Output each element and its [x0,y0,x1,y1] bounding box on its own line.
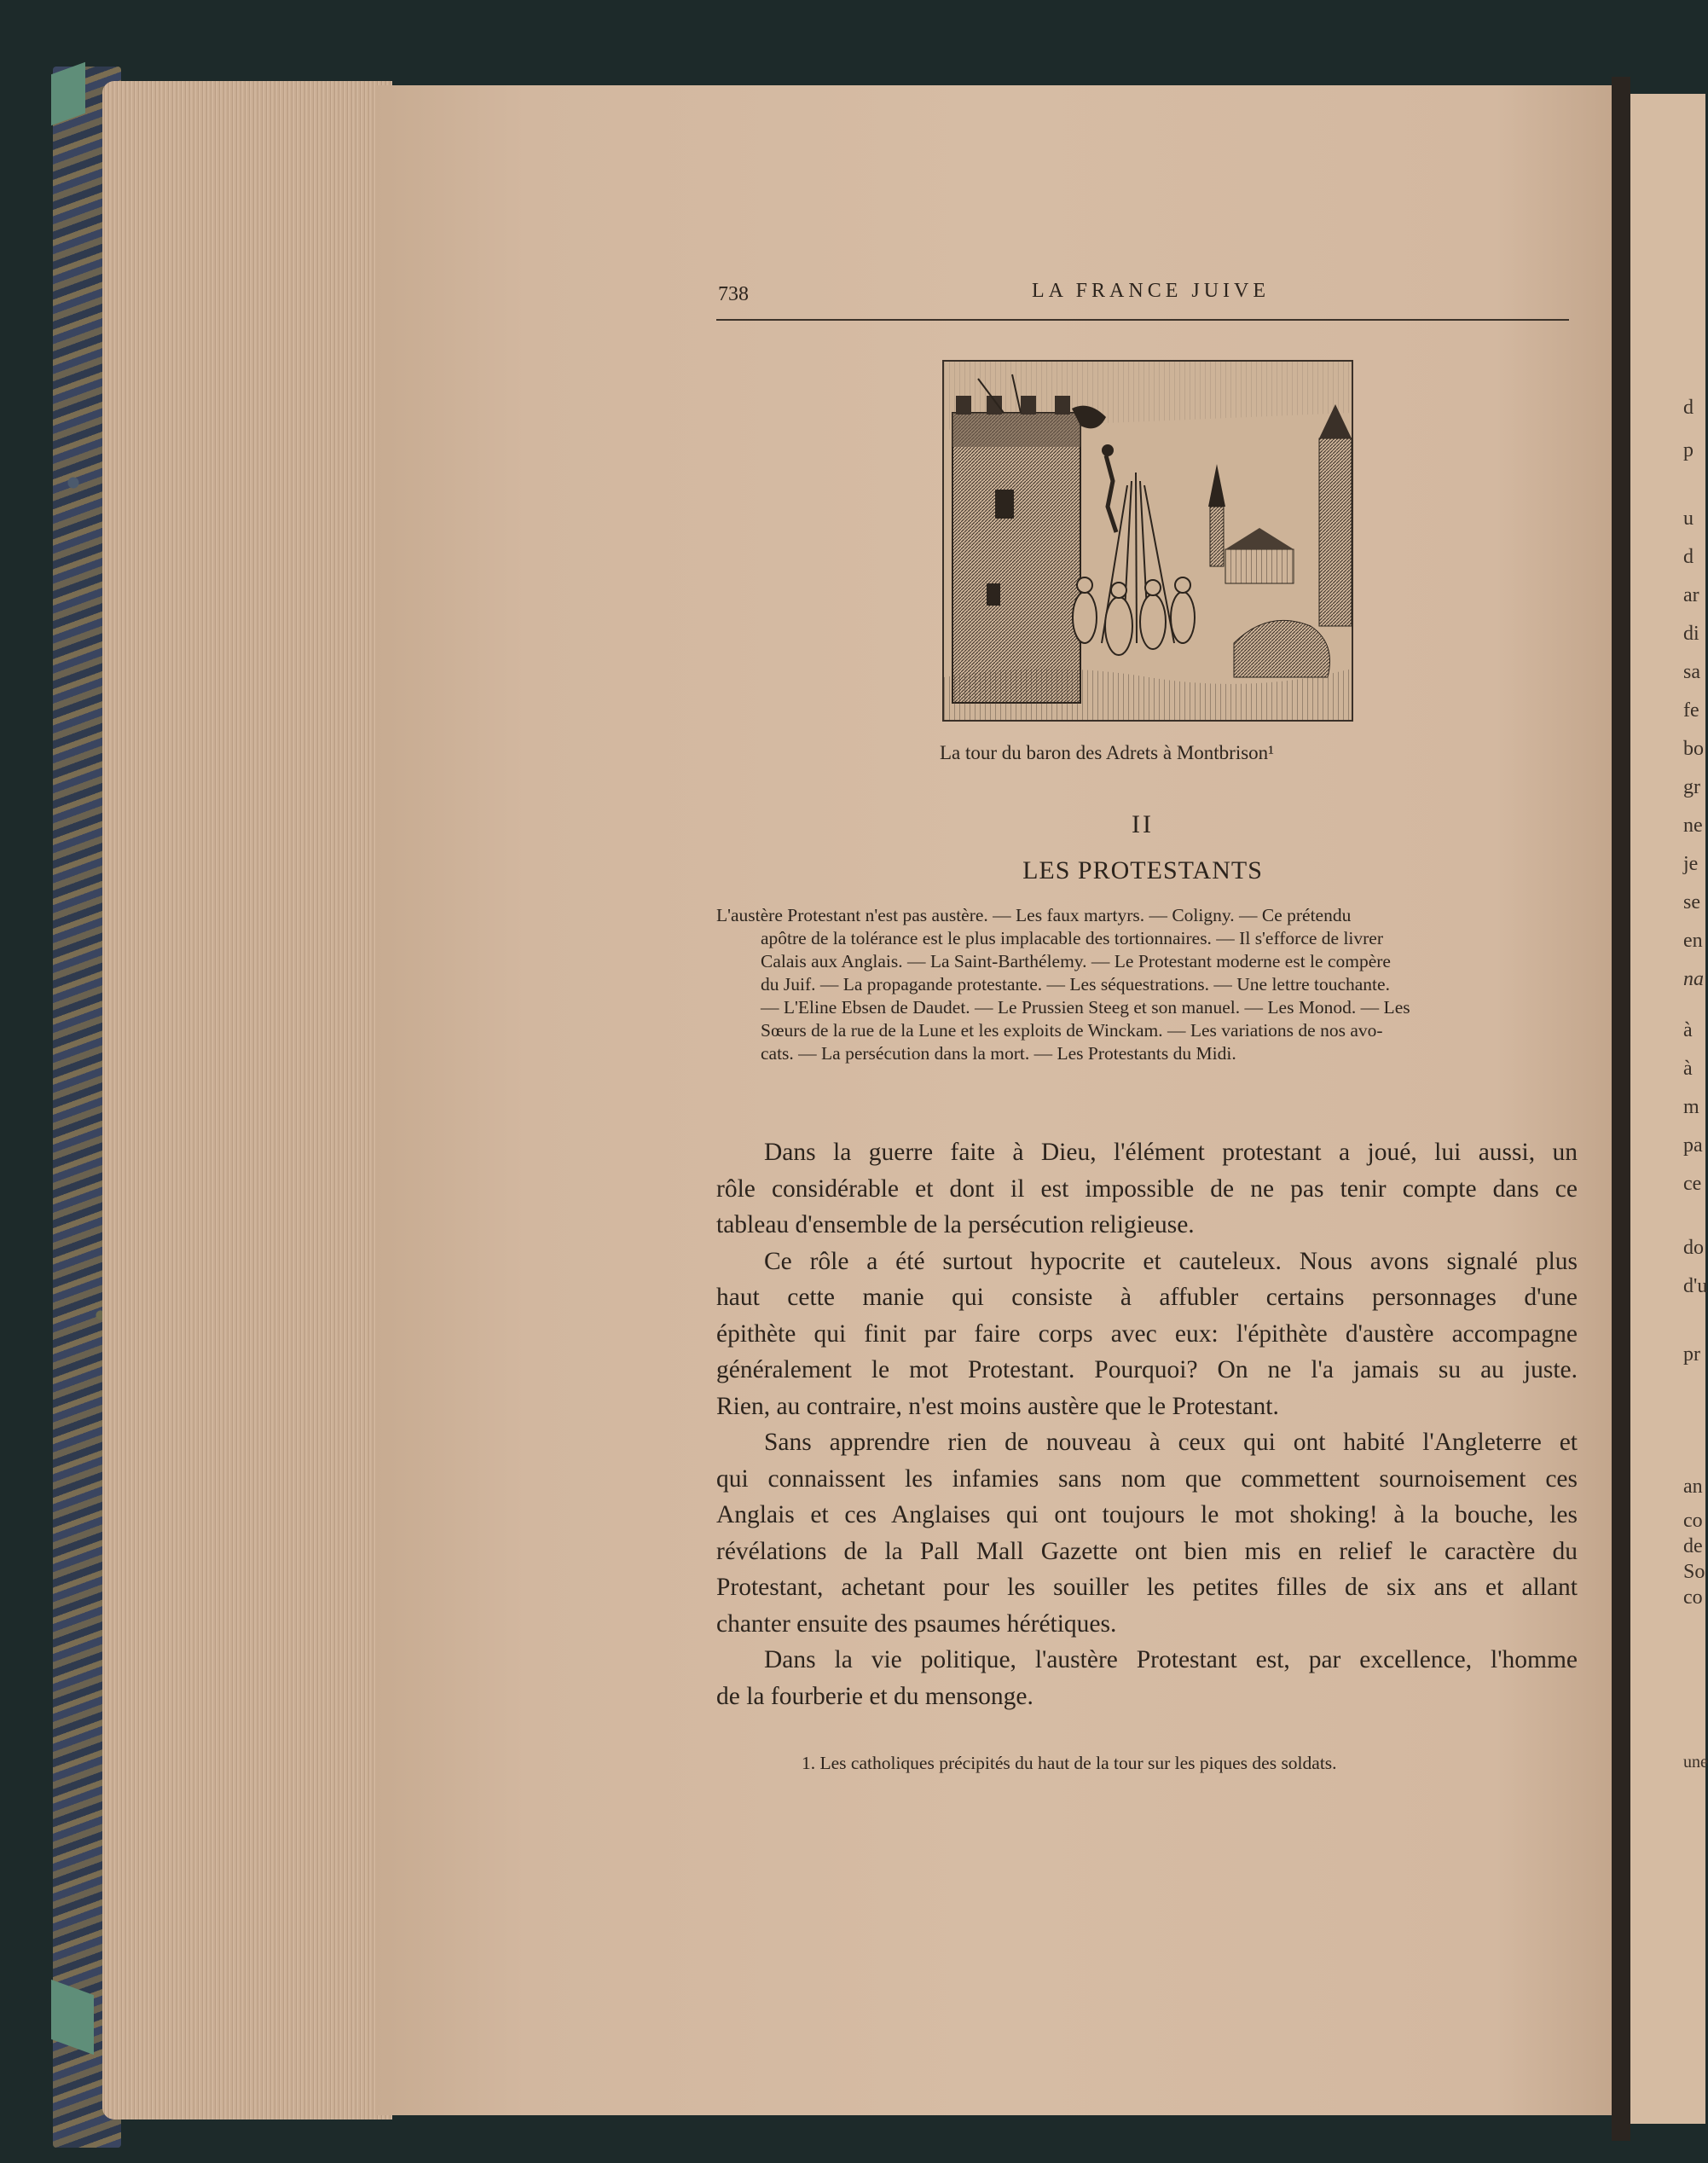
chapter-number: II [1132,810,1154,838]
next-page-fragment: une [1683,1753,1708,1772]
body-line: chanter ensuite des psaumes hérétiques. [716,1609,1117,1638]
chapter-title: LES PROTESTANTS [1022,856,1263,884]
page-number: 738 [718,283,749,305]
body-line: Ce rôle a été surtout hypocrite et cauteleux. Nous avons signalé plus [764,1247,1578,1275]
body-line: Dans la vie politique, l'austère Protestant est, par excellence, l'homme [764,1646,1578,1673]
book-gutter [1612,77,1630,2141]
body-line: révélations de la Pall Mall Gazette ont bien mis en relief le caractère du [716,1537,1578,1565]
summary-line: Sœurs de la rue de la Lune et les exploits de Winckam. — Les variations de nos avo- [761,1020,1383,1041]
next-page-fragment: d [1683,546,1694,568]
next-page-fragment: an [1683,1476,1703,1498]
chapter-summary [716,904,1569,1065]
next-page-fragment: pa [1683,1134,1703,1157]
body-line: Anglais et ces Anglaises qui ont toujours le mot shoking! à la bouche, les [716,1501,1578,1528]
next-page-edge [1630,94,1708,2124]
summary-line: L'austère Protestant n'est pas austère. — Les faux martyrs. — Coligny. — Ce prétendu [716,905,1352,925]
page-stack [102,81,392,2120]
running-title: LA FRANCE JUIVE [1032,280,1271,302]
next-page-fragment: fe [1683,699,1699,722]
next-page-fragment: à [1683,1019,1693,1041]
next-page-fragment: gr [1683,776,1700,798]
next-page-fragment: So [1683,1561,1705,1583]
next-page-fragment: co [1683,1586,1703,1609]
summary-line: — L'Eline Ebsen de Daudet. — Le Prussien Steeg et son manuel. — Les Monod. — Les [761,997,1410,1018]
next-page-fragment: m [1683,1096,1699,1118]
next-page-fragment: je [1683,853,1699,875]
next-page-fragment: ar [1683,584,1699,606]
next-page-fragment: u [1683,507,1694,530]
next-page-fragment: bo [1683,738,1704,760]
body-text [716,1134,1578,1714]
body-line: de la fourberie et du mensonge. [716,1682,1033,1710]
next-page-fragment: co [1683,1510,1703,1532]
next-page-fragment: de [1683,1535,1703,1557]
figure-caption: La tour du baron des Adrets à Montbrison¹ [940,742,1275,763]
body-line: qui connaissent les infamies sans nom que commettent sournoisement ces [716,1464,1578,1493]
body-line: généralement le mot Protestant. Pourquoi? On ne l'a jamais su au juste. [716,1356,1578,1383]
body-line: Dans la guerre faite à Dieu, l'élément protestant a joué, lui aussi, un [764,1139,1578,1166]
summary-line: apôtre de la tolérance est le plus implacable des tortionnaires. — Il s'efforce de livrer [761,928,1384,948]
next-page-fragment: se [1683,891,1700,913]
summary-line: du Juif. — La propagande protestante. — Les séquestrations. — Une lettre touchante. [761,974,1390,995]
summary-line: Calais aux Anglais. — La Saint-Barthélemy. — Le Protestant moderne est le compère [761,951,1391,971]
body-line: Rien, au contraire, n'est moins austère que le Protestant. [716,1392,1279,1420]
body-line: Sans apprendre rien de nouveau à ceux qui ont habité l'Angleterre et [764,1429,1578,1456]
body-line: haut cette manie qui consiste à affubler certains personnages d'une [716,1284,1578,1311]
running-header [716,273,1569,321]
next-page-fragment: do [1683,1237,1704,1259]
next-page-fragment: pr [1683,1343,1700,1366]
body-line: tableau d'ensemble de la persécution religieuse. [716,1211,1195,1238]
summary-line: cats. — La persécution dans la mort. — Les Protestants du Midi. [761,1043,1236,1064]
next-page-fragment: p [1683,439,1694,461]
body-line: rôle considérable et dont il est impossible de ne pas tenir compte dans ce [716,1174,1578,1203]
tower-engraving [944,362,1352,720]
next-page-fragment: ne [1683,815,1703,837]
next-page-fragment: à [1683,1058,1693,1080]
next-page-fragment: di [1683,623,1699,645]
engraving-illustration [942,360,1353,722]
next-page-fragment: en [1683,930,1703,952]
next-page-fragment: ce [1683,1173,1702,1195]
next-page-fragment: d'u [1683,1275,1708,1297]
body-line: Protestant, achetant pour les souiller les petites filles de six ans et allant [716,1574,1578,1601]
footnote: 1. Les catholiques précipités du haut de la tour sur les piques des soldats. [802,1753,1337,1773]
next-page-fragment: sa [1683,661,1700,683]
next-page-fragment: na [1683,968,1704,990]
next-page-fragment: d [1683,397,1694,419]
body-line: épithète qui finit par faire corps avec eux: l'épithète d'austère accompagne [716,1319,1578,1348]
